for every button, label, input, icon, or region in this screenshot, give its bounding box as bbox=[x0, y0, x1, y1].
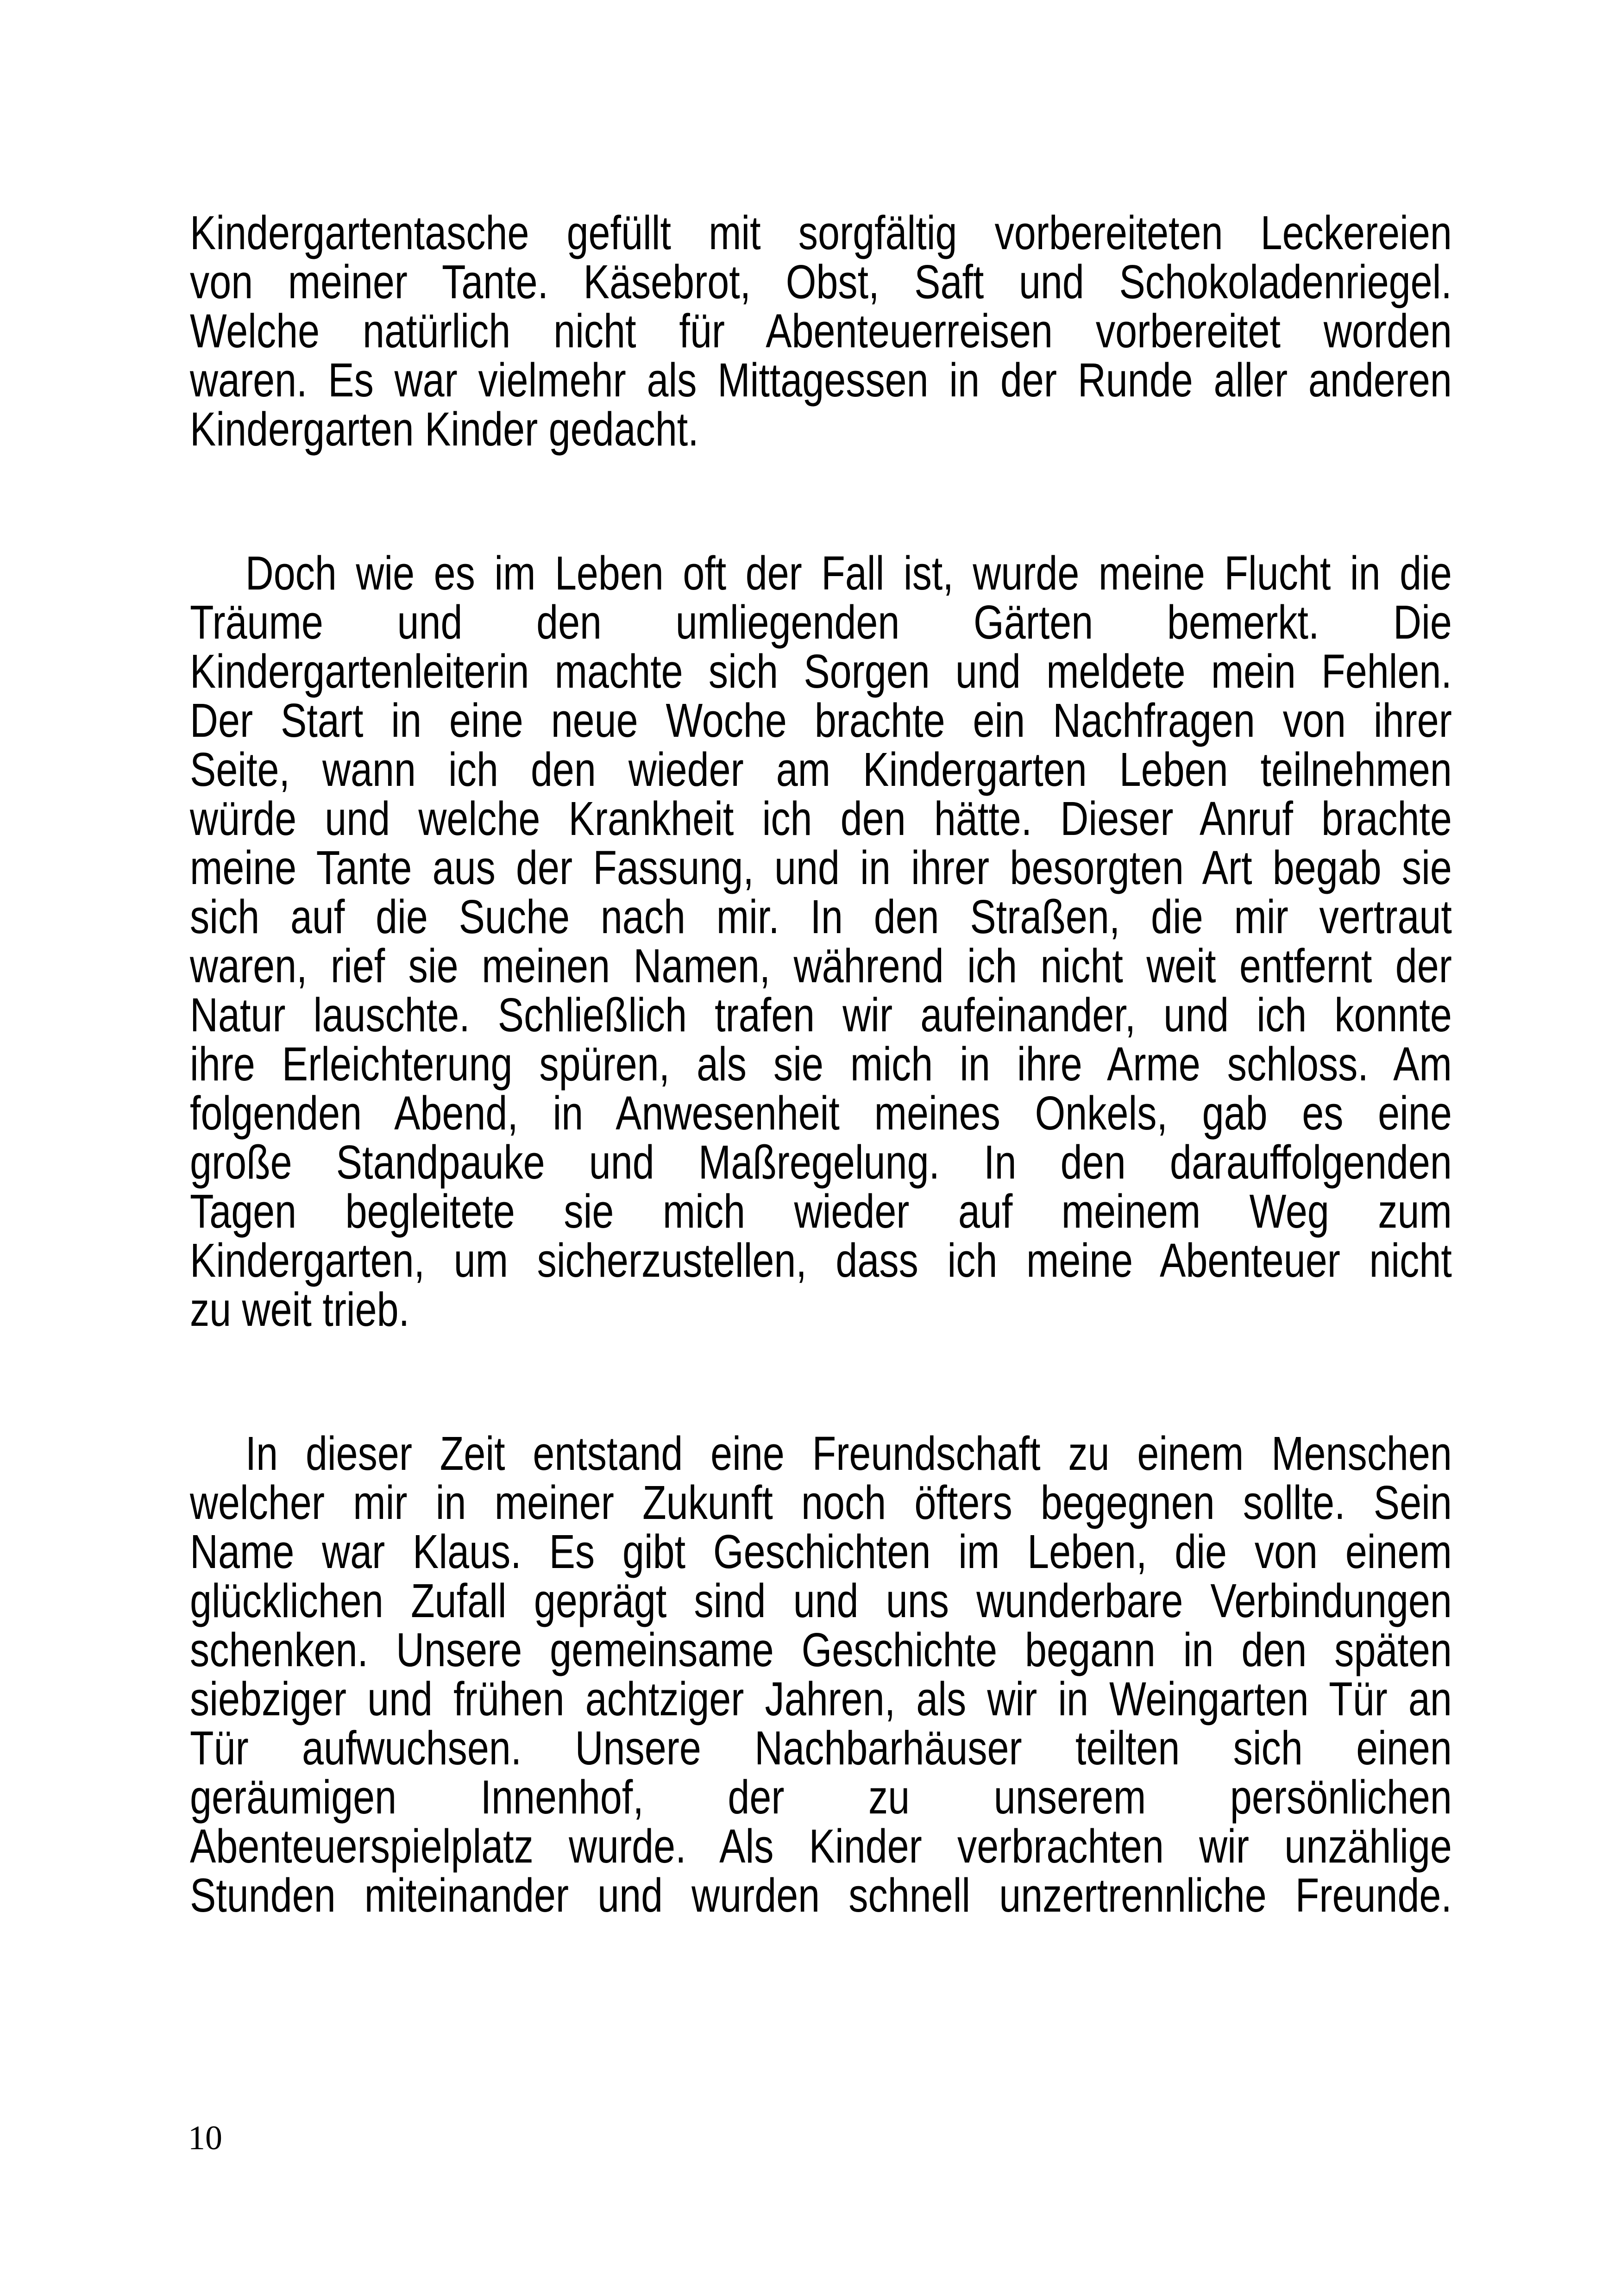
text-line: siebziger und frühen achtziger Jahren, als wir in Weingarten Tür an bbox=[190, 1672, 1452, 1725]
text-line: Welche natürlich nicht für Abenteuerreisen vorbereitet worden bbox=[190, 304, 1452, 358]
text-line: würde und welche Krankheit ich den hätte. Dieser Anruf brachte bbox=[190, 792, 1452, 845]
text-line: welcher mir in meiner Zukunft noch öfters begegnen sollte. Sein bbox=[190, 1476, 1452, 1529]
text-line: Doch wie es im Leben oft der Fall ist, wurde meine Flucht in die bbox=[245, 546, 1452, 600]
text-line: Stunden miteinander und wurden schnell unzertrennliche Freunde. bbox=[190, 1869, 1452, 1922]
text-line: Träume und den umliegenden Gärten bemerkt. Die bbox=[190, 596, 1452, 649]
text-line: Der Start in eine neue Woche brachte ein Nachfragen von ihrer bbox=[190, 694, 1452, 747]
text-line: geräumigen Innenhof, der zu unserem persönlichen bbox=[190, 1770, 1452, 1824]
text-line: meine Tante aus der Fassung, und in ihrer besorgten Art begab sie bbox=[190, 841, 1452, 894]
text-line: In dieser Zeit entstand eine Freundschaft zu einem Menschen bbox=[245, 1427, 1452, 1480]
text-line: schenken. Unsere gemeinsame Geschichte begann in den späten bbox=[190, 1623, 1452, 1676]
text-line: waren. Es war vielmehr als Mittagessen in der Runde aller anderen bbox=[190, 353, 1452, 407]
text-line: Kindergartenleiterin machte sich Sorgen und meldete mein Fehlen. bbox=[190, 645, 1452, 698]
text-line: Tagen begleitete sie mich wieder auf meinem Weg zum bbox=[190, 1185, 1452, 1238]
text-line: große Standpauke und Maßregelung. In den darauffolgenden bbox=[190, 1135, 1452, 1189]
page-number: 10 bbox=[188, 2119, 222, 2157]
text-line: Natur lauschte. Schließlich trafen wir aufeinander, und ich konnte bbox=[190, 988, 1452, 1041]
text-line: Tür aufwuchsen. Unsere Nachbarhäuser teilten sich einen bbox=[190, 1721, 1452, 1775]
text-line: Kindergarten Kinder gedacht. bbox=[190, 402, 699, 456]
text-block bbox=[190, 208, 1452, 1920]
text-line: Kindergarten, um sicherzustellen, dass ich meine Abenteuer nicht bbox=[190, 1234, 1452, 1287]
paragraph bbox=[190, 208, 1452, 454]
text-line: folgenden Abend, in Anwesenheit meines Onkels, gab es eine bbox=[190, 1086, 1452, 1140]
text-line: Seite, wann ich den wieder am Kindergarten Leben teilnehmen bbox=[190, 743, 1452, 796]
text-line: sich auf die Suche nach mir. In den Straßen, die mir vertraut bbox=[190, 890, 1452, 943]
text-line: ihre Erleichterung spüren, als sie mich in ihre Arme schloss. Am bbox=[190, 1037, 1452, 1091]
text-line: zu weit trieb. bbox=[190, 1283, 410, 1336]
text-line: glücklichen Zufall geprägt sind und uns wunderbare Verbindungen bbox=[190, 1574, 1452, 1627]
text-line: waren, rief sie meinen Namen, während ich nicht weit entfernt der bbox=[190, 939, 1452, 992]
text-line: von meiner Tante. Käsebrot, Obst, Saft und Schokoladenriegel. bbox=[190, 255, 1452, 308]
text-line: Kindergartentasche gefüllt mit sorgfältig vorbereiteten Leckereien bbox=[190, 206, 1452, 259]
paragraph bbox=[190, 1429, 1452, 1920]
paragraph bbox=[190, 546, 1452, 1336]
text-line: Abenteuerspielplatz wurde. Als Kinder verbrachten wir unzählige bbox=[190, 1819, 1452, 1873]
text-line: Name war Klaus. Es gibt Geschichten im Leben, die von einem bbox=[190, 1525, 1452, 1578]
